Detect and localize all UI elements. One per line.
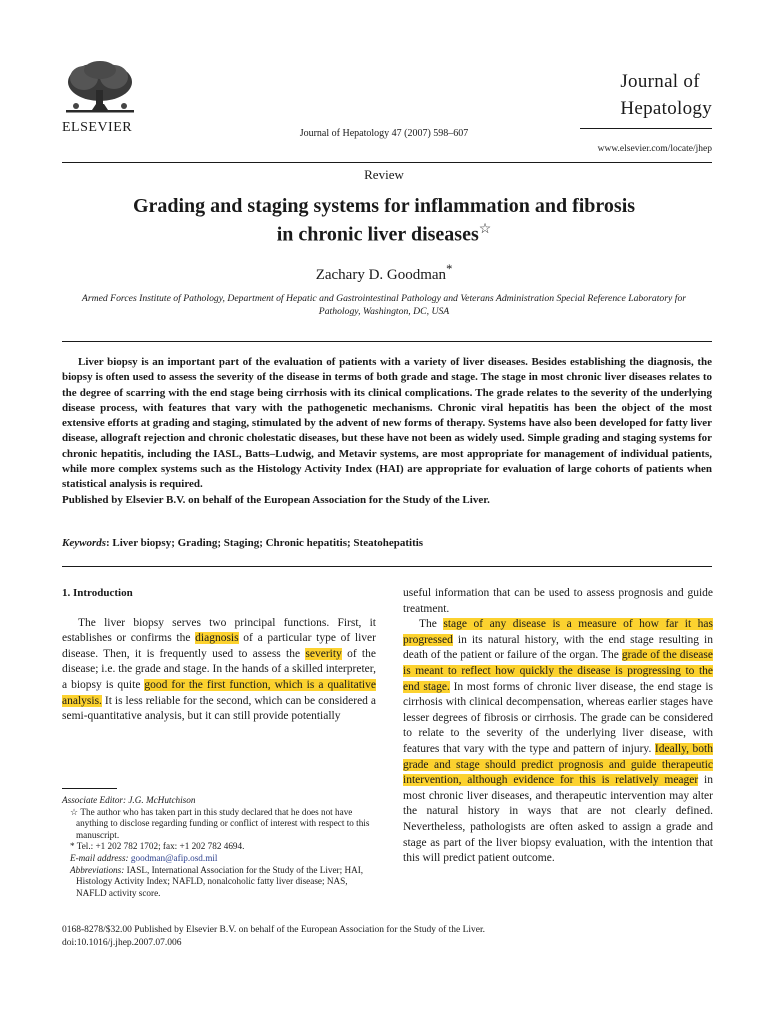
grade-stage-paragraph: [403, 617, 713, 867]
journal-title-line2: Hepatology: [620, 98, 712, 119]
keywords-label: Keywords: [62, 537, 106, 549]
star-mark: ☆: [70, 806, 79, 817]
intro-paragraph: [62, 616, 376, 725]
footnotes: [62, 795, 376, 899]
text-span: It is less reliable for the second, which can be considered a semi-quantitative analysis, but it can still provide potentially: [62, 694, 376, 723]
highlight-stage: stage of any disease is a measure of how far it has progressed: [403, 618, 713, 646]
disclosure-text: The author who has taken part in this study declared that he does not have anything to disclose regarding funding or conflict of interest with respect to this manuscript.: [76, 806, 370, 840]
disclosure-note: [62, 807, 376, 842]
article-title: [90, 194, 678, 247]
author-mark: *: [446, 262, 453, 276]
journal-title-line1: Journal of: [620, 71, 700, 92]
elsevier-logo: [62, 60, 142, 136]
right-column: [403, 586, 713, 867]
journal-citation: Journal of Hepatology 47 (2007) 598–607: [299, 128, 469, 139]
copyright-footer: [62, 924, 485, 949]
contact-note: [62, 841, 376, 853]
continued-paragraph: useful information that can be used to assess prognosis and guide treatment.: [403, 587, 713, 615]
section-heading: 1. Introduction: [62, 587, 133, 599]
text-span: in its natural history, with the end stage resulting in death of the patient or failure of the organ. The: [403, 633, 713, 662]
abbreviations-note: [62, 865, 376, 900]
highlight-grade: grade of the disease is meant to reflect how quickly the disease is progressing to the end stage.: [403, 649, 713, 693]
doi-line: doi:10.1016/j.jhep.2007.07.006: [62, 937, 182, 948]
highlight-first-function: good for the first function, which is a qualitative analysis.: [62, 678, 376, 707]
text-span: of the disease; i.e. the grade and stage. In the hands of a skilled interpreter, a biopsy is quite: [62, 647, 376, 691]
keywords-list: : Liver biopsy; Grading; Staging; Chronic hepatitis; Steatohepatitis: [106, 537, 424, 549]
journal-title: [620, 68, 712, 122]
copyright-line: 0168-8278/$32.00 Published by Elsevier B.V. on behalf of the European Association for the Study of the Liver.: [62, 925, 486, 935]
top-divider: [62, 162, 712, 163]
title-line1: Grading and staging systems for inflammation and fibrosis: [132, 195, 636, 217]
keywords: [62, 537, 712, 549]
keywords-divider: [62, 566, 712, 567]
highlight-prognosis: Ideally, both grade and stage should predict prognosis and guide therapeutic intervention, although evidence for this is relatively meager: [403, 742, 713, 787]
email-label: E-mail address:: [70, 852, 131, 863]
tel-mark: *: [70, 841, 75, 852]
abstract-divider: [62, 341, 712, 342]
tel-text: Tel.: +1 202 782 1702; fax: +1 202 782 4694.: [76, 841, 245, 852]
author-line: [0, 262, 768, 284]
text-span: in most chronic liver diseases, and therapeutic intervention may alter the natural history in ways that are not clearly defined. Nevertheless, pathologists are often asked to assign a grade and stage as part of the liver biopsy evaluation, with the intention that this will predict patient outcome.: [403, 774, 713, 865]
abbreviations-label: Abbreviations:: [70, 864, 127, 875]
text-span: In most forms of chronic liver disease, the end stage is cirrhosis with clinical decompensation, whereas earlier stages have lesser degrees of fibrosis or cirrhosis. The grade can be considered to relate to the severity of the underlying liver disease, with features that vary with the type and pattern of injury.: [403, 680, 713, 755]
email-link[interactable]: goodman@afip.osd.mil: [130, 852, 218, 863]
left-column: [62, 586, 376, 725]
author-name: Zachary D. Goodman: [315, 267, 447, 283]
title-star-mark: ☆: [478, 222, 492, 237]
abstract-body: Liver biopsy is an important part of the evaluation of patients with a variety of liver diseases. Besides establishing the diagnosis, the biopsy is often used to assess the severity of the disease in terms of both grade and stage. The stage in most chronic liver diseases relates to the degree of scarring with the end stage being cirrhosis with its clinical complications. The grade relates to the severity of the underlying disease process, with features that vary with the pathogenetic mechanisms. Chronic viral hepatitis has been the object of the most extensive efforts at grading and staging, stimulated by the advent of new forms of therapy. Systems have also been developed for fatty liver disease, allograft rejection and chronic cholestatic diseases, but these have not been as widely used. Simple grading and staging systems for chronic hepatitis, including the IASL, Batts–Ludwig, and Metavir systems, are most appropriate for management of individual patients, while more complex systems such as the Histology Activity Index (HAI) are appropriate for evaluation of large cohorts of patients when statistical analysis is required.: [62, 356, 712, 491]
article-type: Review: [364, 167, 404, 182]
header-rule: [580, 128, 712, 129]
title-line2: in chronic liver diseases: [276, 223, 479, 246]
highlight-severity: severity: [305, 647, 342, 660]
footnote-rule: [62, 788, 117, 789]
highlight-diagnosis: diagnosis: [195, 632, 239, 645]
email-note: [62, 853, 376, 865]
associate-editor-text: Associate Editor: J.G. McHutchison: [62, 795, 196, 805]
elsevier-tree-icon: [62, 60, 138, 118]
abstract: [62, 355, 712, 508]
publisher-name: ELSEVIER: [62, 120, 133, 135]
text-span: The: [419, 618, 444, 631]
journal-url: www.elsevier.com/locate/jhep: [597, 144, 712, 154]
publisher-note: Published by Elsevier B.V. on behalf of the European Association for the Study of the Liver.: [62, 493, 490, 506]
text-span: of a particular type of liver disease. Then, it is frequently used to assess the: [62, 632, 376, 660]
text-span: The liver biopsy serves two principal functions. First, it establishes or confirms the: [62, 616, 376, 645]
abbreviations-text: IASL, International Association for the Study of the Liver; HAI, Histology Activity Index; NAFLD, nonalcoholic fatty liver disease; NAS, NAFLD activity score.: [76, 864, 364, 898]
associate-editor: [62, 795, 376, 807]
author-affiliation: Armed Forces Institute of Pathology, Department of Hepatic and Gastrointestinal Pathology and Veterans Administration Special Reference Laboratory for Pathology, Washington, DC, USA: [81, 293, 687, 317]
